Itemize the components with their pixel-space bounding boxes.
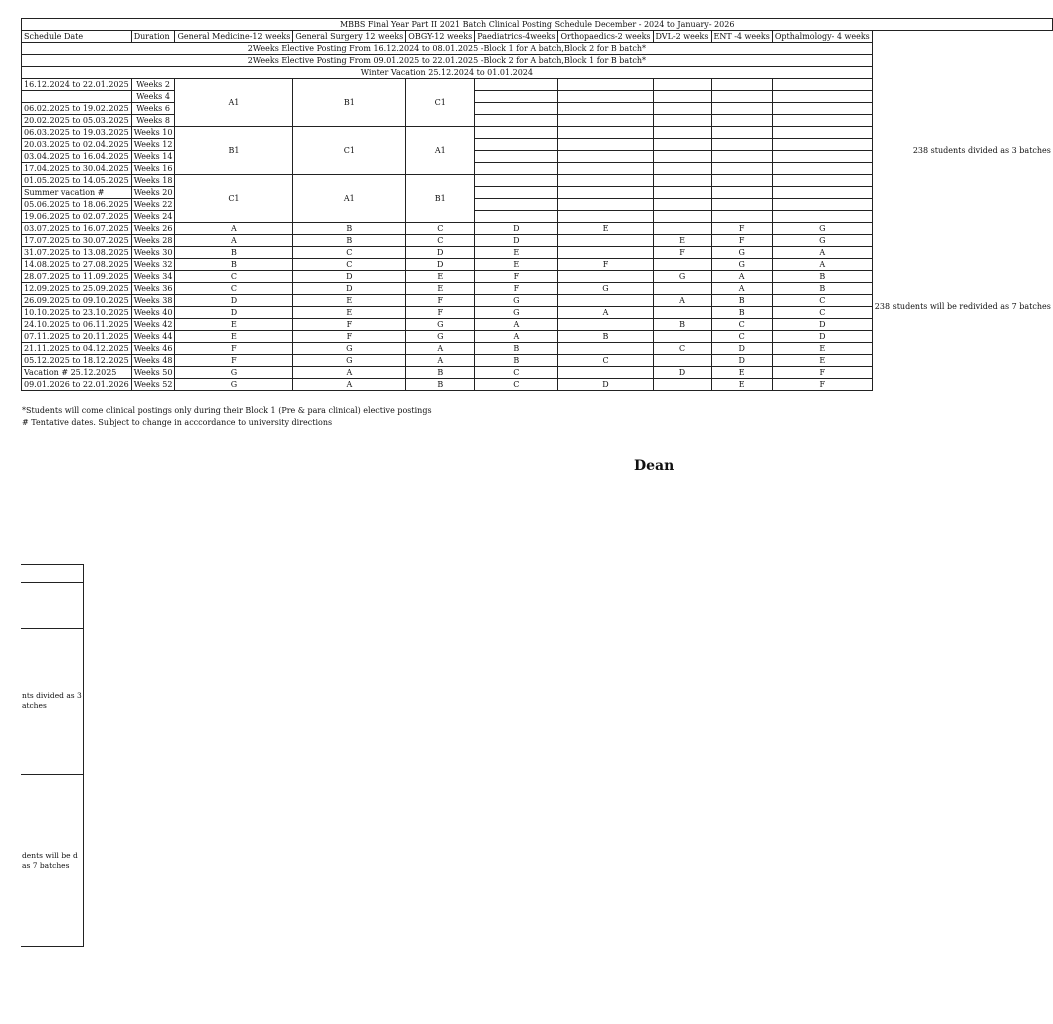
empty-cell: [475, 139, 558, 151]
duration-cell: Weeks 10: [131, 127, 175, 139]
column-header: General Medicine-12 weeks: [175, 31, 293, 43]
group-cell: B1: [293, 79, 406, 127]
column-header: Paediatrics-4weeks: [475, 31, 558, 43]
empty-cell: [653, 175, 711, 187]
header-row: [22, 31, 1053, 43]
empty-cell: [653, 187, 711, 199]
batch-cell: C: [653, 343, 711, 355]
duration-cell: Weeks 44: [131, 331, 175, 343]
batch-cell: A: [475, 319, 558, 331]
empty-cell: [772, 115, 872, 127]
empty-cell: [711, 199, 772, 211]
batch-cell: [558, 319, 653, 331]
batch-cell: C: [175, 283, 293, 295]
duration-cell: Weeks 42: [131, 319, 175, 331]
empty-cell: [475, 103, 558, 115]
batch-cell: B: [711, 307, 772, 319]
side-note-block1: nts divided as 3 atches: [22, 691, 82, 710]
batch-cell: E: [475, 259, 558, 271]
batch-cell: B: [293, 223, 406, 235]
date-cell: 17.07.2025 to 30.07.2025: [22, 235, 132, 247]
schedule-table: [21, 18, 1053, 391]
batch-cell: B: [406, 367, 475, 379]
batch-cell: G: [711, 247, 772, 259]
batch-cell: F: [653, 247, 711, 259]
duration-cell: Weeks 34: [131, 271, 175, 283]
batch-cell: C: [772, 307, 872, 319]
batch-cell: D: [475, 223, 558, 235]
empty-cell: [772, 211, 872, 223]
duration-cell: Weeks 20: [131, 187, 175, 199]
duration-cell: Weeks 36: [131, 283, 175, 295]
batch-cell: C: [406, 235, 475, 247]
column-header: OBGY-12 weeks: [406, 31, 475, 43]
batch-cell: E: [175, 319, 293, 331]
empty-cell: [475, 175, 558, 187]
batch-cell: B: [475, 343, 558, 355]
batch-cell: C: [406, 223, 475, 235]
batch-cell: [653, 379, 711, 391]
batch-cell: [558, 367, 653, 379]
empty-cell: [558, 163, 653, 175]
batch-cell: A: [175, 223, 293, 235]
empty-cell: [772, 139, 872, 151]
batch-cell: A: [711, 283, 772, 295]
date-cell: 28.07.2025 to 11.09.2025: [22, 271, 132, 283]
batch-cell: G: [653, 271, 711, 283]
batch-cell: [653, 307, 711, 319]
batch-cell: F: [711, 235, 772, 247]
empty-cell: [558, 115, 653, 127]
elective-row-1: 2Weeks Elective Posting From 16.12.2024 to 08.01.2025 -Block 1 for A batch,Block 2 for B batch*: [22, 43, 873, 55]
winter-vacation-row: Winter Vacation 25.12.2024 to 01.01.2024: [22, 67, 873, 79]
batch-cell: B: [175, 259, 293, 271]
empty-cell: [558, 139, 653, 151]
batch-cell: D: [772, 331, 872, 343]
batch-cell: G: [406, 331, 475, 343]
empty-cell: [653, 91, 711, 103]
batch-cell: [653, 223, 711, 235]
date-cell: [22, 91, 132, 103]
batch-cell: A: [772, 259, 872, 271]
column-header: Orthopaedics-2 weeks: [558, 31, 653, 43]
batch-cell: A: [293, 367, 406, 379]
empty-cell: [653, 127, 711, 139]
empty-cell: [558, 103, 653, 115]
empty-cell: [475, 91, 558, 103]
empty-cell: [558, 187, 653, 199]
empty-cell: [653, 79, 711, 91]
batch-cell: E: [406, 283, 475, 295]
date-cell: 09.01.2026 to 22.01.2026: [22, 379, 132, 391]
footnote-students: *Students will come clinical postings only during their Block 1 (Pre & para clinical) elective postings: [22, 406, 432, 415]
empty-cell: [772, 163, 872, 175]
empty-cell: [475, 115, 558, 127]
group-cell: C1: [406, 79, 475, 127]
batch-cell: [558, 271, 653, 283]
batch-cell: D: [406, 247, 475, 259]
empty-cell: [772, 175, 872, 187]
batch-cell: G: [772, 235, 872, 247]
batch-cell: A: [475, 331, 558, 343]
empty-cell: [772, 91, 872, 103]
batch-cell: D: [175, 295, 293, 307]
batch-cell: E: [653, 235, 711, 247]
batch-cell: B: [772, 271, 872, 283]
empty-cell: [711, 151, 772, 163]
batch-cell: B: [406, 379, 475, 391]
block1-note: 238 students divided as 3 batches: [912, 145, 1051, 155]
empty-cell: [772, 151, 872, 163]
batch-cell: E: [558, 223, 653, 235]
batch-cell: A: [293, 379, 406, 391]
empty-cell: [653, 151, 711, 163]
empty-cell: [475, 163, 558, 175]
duration-cell: Weeks 50: [131, 367, 175, 379]
batch-cell: B: [475, 355, 558, 367]
date-cell: 17.04.2025 to 30.04.2025: [22, 163, 132, 175]
empty-cell: [475, 127, 558, 139]
batch-cell: D: [711, 343, 772, 355]
date-cell: 03.07.2025 to 16.07.2025: [22, 223, 132, 235]
batch-cell: D: [475, 235, 558, 247]
block2-note: 238 students will be redivided as 7 batches: [874, 301, 1051, 311]
empty-cell: [475, 79, 558, 91]
batch-cell: B: [558, 331, 653, 343]
batch-cell: F: [175, 355, 293, 367]
column-header: DVL-2 weeks: [653, 31, 711, 43]
batch-cell: F: [772, 367, 872, 379]
date-cell: 06.03.2025 to 19.03.2025: [22, 127, 132, 139]
empty-cell: [711, 175, 772, 187]
batch-cell: F: [558, 259, 653, 271]
date-cell: 05.12.2025 to 18.12.2025: [22, 355, 132, 367]
duration-cell: Weeks 12: [131, 139, 175, 151]
column-header: ENT -4 weeks: [711, 31, 772, 43]
lower-frame: [21, 564, 84, 947]
batch-cell: D: [558, 379, 653, 391]
batch-cell: G: [293, 343, 406, 355]
duration-cell: Weeks 40: [131, 307, 175, 319]
batch-cell: D: [175, 307, 293, 319]
batch-cell: G: [475, 295, 558, 307]
batch-cell: F: [475, 271, 558, 283]
batch-cell: F: [293, 319, 406, 331]
batch-cell: A: [406, 355, 475, 367]
batch-cell: B: [772, 283, 872, 295]
batch-cell: G: [175, 367, 293, 379]
date-cell: 19.06.2025 to 02.07.2025: [22, 211, 132, 223]
batch-cell: E: [711, 367, 772, 379]
batch-cell: F: [772, 379, 872, 391]
empty-cell: [475, 187, 558, 199]
batch-cell: F: [175, 343, 293, 355]
date-cell: 24.10.2025 to 06.11.2025: [22, 319, 132, 331]
duration-cell: Weeks 2: [131, 79, 175, 91]
date-cell: 12.09.2025 to 25.09.2025: [22, 283, 132, 295]
empty-cell: [711, 91, 772, 103]
batch-cell: C: [558, 355, 653, 367]
batch-cell: G: [711, 259, 772, 271]
batch-cell: E: [772, 355, 872, 367]
batch-cell: F: [406, 307, 475, 319]
empty-cell: [558, 199, 653, 211]
batch-cell: G: [293, 355, 406, 367]
group-cell: B1: [406, 175, 475, 223]
empty-cell: [711, 127, 772, 139]
duration-cell: Weeks 18: [131, 175, 175, 187]
batch-cell: A: [175, 235, 293, 247]
empty-cell: [711, 139, 772, 151]
empty-cell: [711, 103, 772, 115]
group-cell: C1: [175, 175, 293, 223]
batch-cell: D: [293, 283, 406, 295]
date-cell: 20.02.2025 to 05.03.2025: [22, 115, 132, 127]
empty-cell: [558, 127, 653, 139]
batch-cell: F: [406, 295, 475, 307]
blank-cell: [872, 31, 1053, 43]
batch-cell: G: [175, 379, 293, 391]
batch-cell: A: [772, 247, 872, 259]
table-row: [22, 79, 1053, 91]
empty-cell: [653, 199, 711, 211]
date-cell: 05.06.2025 to 18.06.2025: [22, 199, 132, 211]
empty-cell: [653, 211, 711, 223]
batch-cell: C: [772, 295, 872, 307]
group-cell: A1: [406, 127, 475, 175]
empty-cell: [475, 151, 558, 163]
side-note-block2: dents will be d as 7 batches: [22, 851, 78, 870]
duration-cell: Weeks 38: [131, 295, 175, 307]
batch-cell: B: [653, 319, 711, 331]
batch-cell: D: [653, 367, 711, 379]
batch-cell: B: [175, 247, 293, 259]
empty-cell: [772, 103, 872, 115]
empty-cell: [558, 79, 653, 91]
date-cell: 03.04.2025 to 16.04.2025: [22, 151, 132, 163]
duration-cell: Weeks 4: [131, 91, 175, 103]
empty-cell: [475, 199, 558, 211]
empty-cell: [711, 211, 772, 223]
date-cell: 10.10.2025 to 23.10.2025: [22, 307, 132, 319]
batch-cell: E: [293, 307, 406, 319]
empty-cell: [558, 151, 653, 163]
duration-cell: Weeks 46: [131, 343, 175, 355]
empty-cell: [711, 163, 772, 175]
batch-cell: [558, 247, 653, 259]
batch-cell: E: [293, 295, 406, 307]
dean-signature: Dean: [634, 458, 675, 474]
batch-cell: A: [653, 295, 711, 307]
date-cell: 21.11.2025 to 04.12.2025: [22, 343, 132, 355]
duration-cell: Weeks 52: [131, 379, 175, 391]
duration-cell: Weeks 30: [131, 247, 175, 259]
batch-cell: E: [772, 343, 872, 355]
date-cell: Vacation # 25.12.2025: [22, 367, 132, 379]
batch-cell: E: [475, 247, 558, 259]
date-cell: 07.11.2025 to 20.11.2025: [22, 331, 132, 343]
table-row: [22, 223, 1053, 235]
duration-cell: Weeks 22: [131, 199, 175, 211]
date-cell: 31.07.2025 to 13.08.2025: [22, 247, 132, 259]
batch-cell: C: [293, 247, 406, 259]
batch-cell: C: [475, 367, 558, 379]
batch-cell: D: [406, 259, 475, 271]
empty-cell: [772, 199, 872, 211]
batch-cell: C: [475, 379, 558, 391]
batch-cell: C: [711, 331, 772, 343]
batch-cell: C: [293, 259, 406, 271]
empty-cell: [475, 211, 558, 223]
date-cell: 16.12.2024 to 22.01.2025: [22, 79, 132, 91]
empty-cell: [772, 127, 872, 139]
column-header: Opthalmology- 4 weeks: [772, 31, 872, 43]
date-cell: 14.08.2025 to 27.08.2025: [22, 259, 132, 271]
empty-cell: [711, 187, 772, 199]
batch-cell: E: [711, 379, 772, 391]
batch-cell: A: [558, 307, 653, 319]
empty-cell: [711, 115, 772, 127]
date-cell: 26.09.2025 to 09.10.2025: [22, 295, 132, 307]
duration-cell: Weeks 6: [131, 103, 175, 115]
batch-cell: [653, 331, 711, 343]
batch-cell: G: [406, 319, 475, 331]
batch-cell: [558, 295, 653, 307]
duration-cell: Weeks 48: [131, 355, 175, 367]
empty-cell: [653, 163, 711, 175]
batch-cell: G: [558, 283, 653, 295]
batch-cell: B: [711, 295, 772, 307]
sheet-title: MBBS Final Year Part II 2021 Batch Clinical Posting Schedule December - 2024 to January- 2026: [22, 19, 1053, 31]
duration-cell: Weeks 28: [131, 235, 175, 247]
batch-cell: D: [772, 319, 872, 331]
batch-cell: [558, 343, 653, 355]
batch-cell: [653, 283, 711, 295]
column-header: Duration: [131, 31, 175, 43]
batch-cell: [558, 235, 653, 247]
date-cell: 06.02.2025 to 19.02.2025: [22, 103, 132, 115]
group-cell: B1: [175, 127, 293, 175]
duration-cell: Weeks 14: [131, 151, 175, 163]
duration-cell: Weeks 16: [131, 163, 175, 175]
empty-cell: [711, 79, 772, 91]
group-cell: A1: [293, 175, 406, 223]
batch-cell: [653, 259, 711, 271]
batch-cell: F: [475, 283, 558, 295]
batch-cell: F: [711, 223, 772, 235]
duration-cell: Weeks 24: [131, 211, 175, 223]
batch-cell: D: [293, 271, 406, 283]
empty-cell: [772, 187, 872, 199]
empty-cell: [558, 211, 653, 223]
batch-cell: A: [711, 271, 772, 283]
empty-cell: [558, 91, 653, 103]
empty-cell: [653, 139, 711, 151]
batch-cell: [653, 355, 711, 367]
batch-cell: F: [293, 331, 406, 343]
batch-cell: E: [406, 271, 475, 283]
duration-cell: Weeks 8: [131, 115, 175, 127]
batch-cell: G: [475, 307, 558, 319]
empty-cell: [653, 115, 711, 127]
batch-cell: C: [175, 271, 293, 283]
date-cell: 01.05.2025 to 14.05.2025: [22, 175, 132, 187]
duration-cell: Weeks 32: [131, 259, 175, 271]
batch-cell: C: [711, 319, 772, 331]
duration-cell: Weeks 26: [131, 223, 175, 235]
group-cell: A1: [175, 79, 293, 127]
batch-cell: B: [293, 235, 406, 247]
batch-cell: G: [772, 223, 872, 235]
column-header: Schedule Date: [22, 31, 132, 43]
empty-cell: [772, 79, 872, 91]
column-header: General Surgery 12 weeks: [293, 31, 406, 43]
empty-cell: [653, 103, 711, 115]
group-cell: C1: [293, 127, 406, 175]
footnote-tentative: # Tentative dates. Subject to change in acccordance to university directions: [22, 418, 333, 427]
date-cell: 20.03.2025 to 02.04.2025: [22, 139, 132, 151]
batch-cell: D: [711, 355, 772, 367]
batch-cell: E: [175, 331, 293, 343]
date-cell: Summer vacation #: [22, 187, 132, 199]
elective-row-2: 2Weeks Elective Posting From 09.01.2025 to 22.01.2025 -Block 2 for A batch,Block 1 for B batch*: [22, 55, 873, 67]
empty-cell: [558, 175, 653, 187]
batch-cell: A: [406, 343, 475, 355]
